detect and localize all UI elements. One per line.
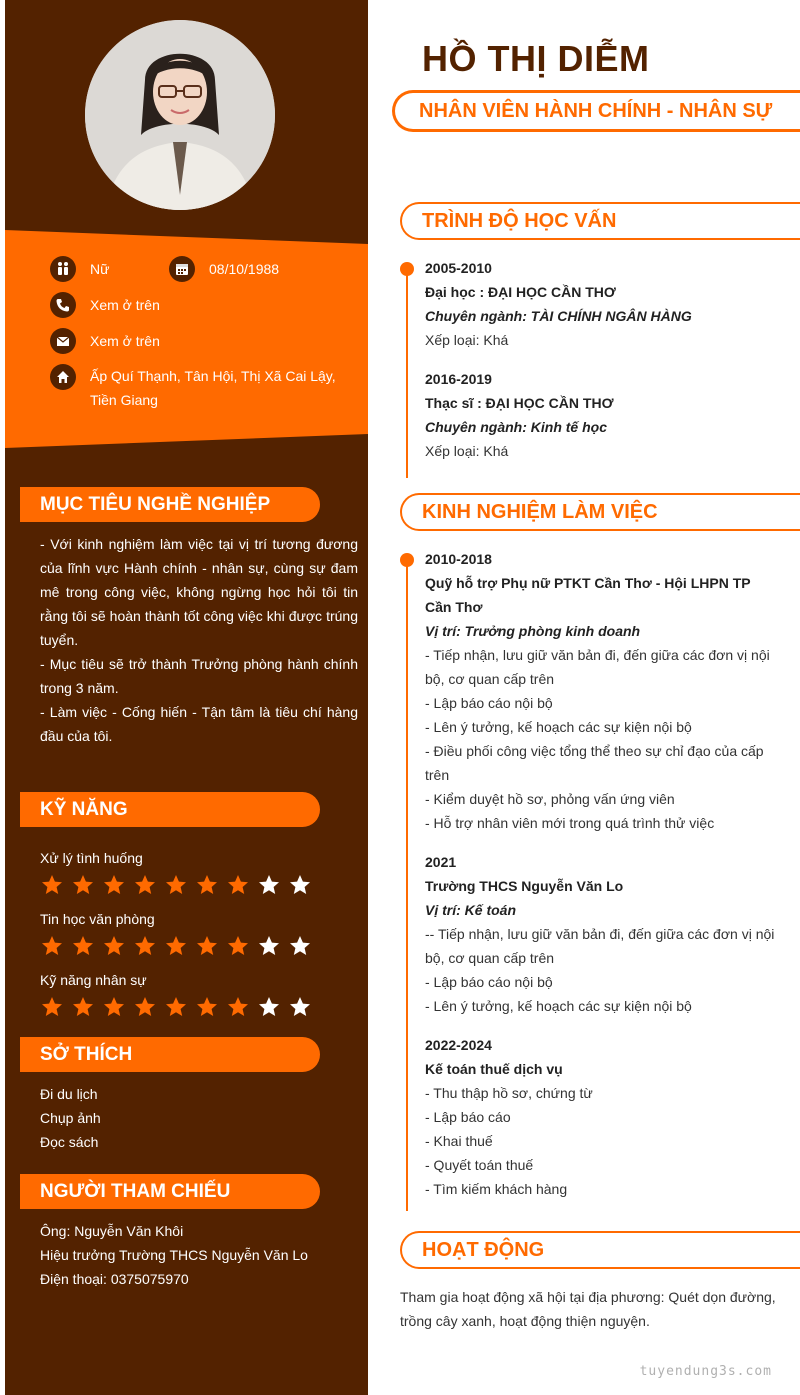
star-filled-icon	[195, 934, 219, 958]
star-empty-icon	[288, 934, 312, 958]
star-filled-icon	[133, 995, 157, 1019]
entry-years: 2005-2010	[425, 260, 492, 276]
entry-role: Vị trí: Kế toán	[425, 902, 517, 918]
star-empty-icon	[257, 934, 281, 958]
entry-school: Thạc sĩ : ĐẠI HỌC CẦN THƠ	[425, 395, 614, 411]
entry-company: Trường THCS Nguyễn Văn Lo	[425, 878, 624, 894]
hobby-item: Đi du lịch	[40, 1086, 98, 1102]
avatar	[85, 20, 275, 210]
left-sidebar	[5, 0, 368, 1395]
experience-heading: KINH NGHIỆM LÀM VIỆC	[400, 493, 800, 531]
entry-task: - Lên ý tưởng, kế hoạch các sự kiện nội bộ	[425, 998, 692, 1014]
entry-task: - Quyết toán thuế	[425, 1157, 534, 1173]
entry-task: - Lên ý tưởng, kế hoạch các sự kiện nội bộ	[425, 719, 692, 735]
star-empty-icon	[288, 873, 312, 897]
reference-info	[40, 1219, 358, 1291]
entry-task: - Điều phối công việc tổng thể theo sự chỉ đạo của cấp trên	[425, 743, 764, 783]
star-filled-icon	[40, 995, 64, 1019]
address-line-2: Tiền Giang	[90, 392, 158, 408]
objective-line: - Với kinh nghiệm làm việc tại vị trí tương đương của lĩnh vực Hành chính - nhân sự, cùng sự đam mê trong công việc, không ngừng học hỏi tôi tin rằng tôi sẽ hoàn thành tốt công việc khi được trúng tuyển.	[40, 536, 358, 648]
education-entry	[425, 367, 780, 463]
entry-task: - Lập báo cáo nội bộ	[425, 695, 553, 711]
watermark: tuyendung3s.com	[639, 1364, 772, 1379]
entry-task: - Lập báo cáo	[425, 1109, 511, 1125]
entry-major: Chuyên ngành: TÀI CHÍNH NGÂN HÀNG	[425, 308, 692, 324]
phone-value: Xem ở trên	[90, 297, 160, 313]
hobby-item: Đọc sách	[40, 1134, 99, 1150]
education-entry	[425, 256, 780, 352]
education-timeline	[406, 268, 408, 478]
star-filled-icon	[102, 934, 126, 958]
star-filled-icon	[40, 934, 64, 958]
star-filled-icon	[133, 873, 157, 897]
skill-name: Tin học văn phòng	[40, 911, 155, 927]
entry-years: 2010-2018	[425, 551, 492, 567]
entry-years: 2016-2019	[425, 371, 492, 387]
objective-line: - Làm việc - Cống hiến - Tận tâm là tiêu chí hàng đầu của tôi.	[40, 704, 358, 744]
entry-years: 2021	[425, 854, 457, 870]
star-filled-icon	[40, 873, 64, 897]
address-row	[50, 364, 336, 412]
entry-task: -- Tiếp nhận, lưu giữ văn bản đi, đến giữa các đơn vị nội bộ, cơ quan cấp trên	[425, 926, 775, 966]
timeline-dot	[400, 553, 414, 567]
star-filled-icon	[164, 873, 188, 897]
star-filled-icon	[133, 934, 157, 958]
reference-line: Hiệu trưởng Trường THCS Nguyễn Văn Lo	[40, 1247, 308, 1263]
star-filled-icon	[102, 995, 126, 1019]
reference-line: Điện thoại: 0375075970	[40, 1271, 189, 1287]
entry-school: Đại học : ĐẠI HỌC CẦN THƠ	[425, 284, 616, 300]
star-empty-icon	[257, 873, 281, 897]
objective-line: - Mục tiêu sẽ trở thành Trưởng phòng hành chính trong 3 năm.	[40, 656, 358, 696]
activities-text: Tham gia hoạt động xã hội tại địa phương: Quét dọn đường, trồng cây xanh, hoạt động thiện nguyện.	[400, 1289, 776, 1329]
gender-row	[50, 256, 109, 282]
star-filled-icon	[102, 873, 126, 897]
skill-rating	[40, 873, 312, 897]
experience-entry	[425, 547, 780, 835]
phone-icon	[50, 292, 76, 318]
phone-row	[50, 292, 160, 318]
star-filled-icon	[226, 995, 250, 1019]
hobbies-heading: SỞ THÍCH	[20, 1037, 320, 1072]
entry-major: Chuyên ngành: Kinh tế học	[425, 419, 607, 435]
address-line-1: Ấp Quí Thạnh, Tân Hội, Thị Xã Cai Lậy,	[90, 368, 336, 384]
entry-company: Quỹ hỗ trợ Phụ nữ PTKT Cần Thơ - Hội LHPN TP Cần Thơ	[425, 575, 751, 615]
entry-grade: Xếp loại: Khá	[425, 443, 509, 459]
star-filled-icon	[71, 934, 95, 958]
entry-role: Vị trí: Trưởng phòng kinh doanh	[425, 623, 641, 639]
star-empty-icon	[288, 995, 312, 1019]
entry-task: - Tìm kiếm khách hàng	[425, 1181, 568, 1197]
entry-grade: Xếp loại: Khá	[425, 332, 509, 348]
entry-task: - Thu thập hồ sơ, chứng từ	[425, 1085, 593, 1101]
star-filled-icon	[71, 873, 95, 897]
star-filled-icon	[195, 995, 219, 1019]
star-filled-icon	[226, 873, 250, 897]
entry-company: Kế toán thuế dịch vụ	[425, 1061, 563, 1077]
entry-task: - Khai thuế	[425, 1133, 493, 1149]
star-filled-icon	[195, 873, 219, 897]
birthday-value: 08/10/1988	[209, 261, 280, 277]
star-filled-icon	[164, 995, 188, 1019]
portrait-image	[85, 20, 275, 210]
gender-icon	[50, 256, 76, 282]
entry-task: - Hỗ trợ nhân viên mới trong quá trình thử việc	[425, 815, 715, 831]
reference-line: Ông: Nguyễn Văn Khôi	[40, 1223, 184, 1239]
skills-heading: KỸ NĂNG	[20, 792, 320, 827]
objective-heading: MỤC TIÊU NGHỀ NGHIỆP	[20, 487, 320, 522]
skill-rating	[40, 934, 312, 958]
entry-years: 2022-2024	[425, 1037, 492, 1053]
experience-timeline	[406, 559, 408, 1211]
education-heading: TRÌNH ĐỘ HỌC VẤN	[400, 202, 800, 240]
star-filled-icon	[164, 934, 188, 958]
job-title: NHÂN VIÊN HÀNH CHÍNH - NHÂN SỰ	[392, 90, 800, 132]
candidate-name: HỒ THỊ DIỄM	[422, 38, 650, 79]
email-row	[50, 328, 160, 354]
skill-name: Xử lý tình huống	[40, 850, 143, 866]
skill-rating	[40, 995, 312, 1019]
star-filled-icon	[226, 934, 250, 958]
reference-heading: NGƯỜI THAM CHIẾU	[20, 1174, 320, 1209]
hobbies-list	[40, 1082, 358, 1154]
experience-entry	[425, 1033, 780, 1201]
activities-heading: HOẠT ĐỘNG	[400, 1231, 800, 1269]
star-empty-icon	[257, 995, 281, 1019]
objective-text	[40, 532, 358, 748]
home-icon	[50, 364, 76, 390]
email-value: Xem ở trên	[90, 333, 160, 349]
gender-value: Nữ	[90, 261, 110, 277]
calendar-icon	[169, 256, 195, 282]
timeline-dot	[400, 262, 414, 276]
envelope-icon	[50, 328, 76, 354]
entry-task: - Tiếp nhận, lưu giữ văn bản đi, đến giữa các đơn vị nội bộ, cơ quan cấp trên	[425, 647, 770, 687]
experience-entry	[425, 850, 780, 1018]
hobby-item: Chụp ảnh	[40, 1110, 101, 1126]
birthday-row	[169, 256, 279, 282]
entry-task: - Kiểm duyệt hồ sơ, phỏng vấn ứng viên	[425, 791, 675, 807]
star-filled-icon	[71, 995, 95, 1019]
entry-task: - Lập báo cáo nội bộ	[425, 974, 553, 990]
skill-name: Kỹ năng nhân sự	[40, 972, 147, 988]
